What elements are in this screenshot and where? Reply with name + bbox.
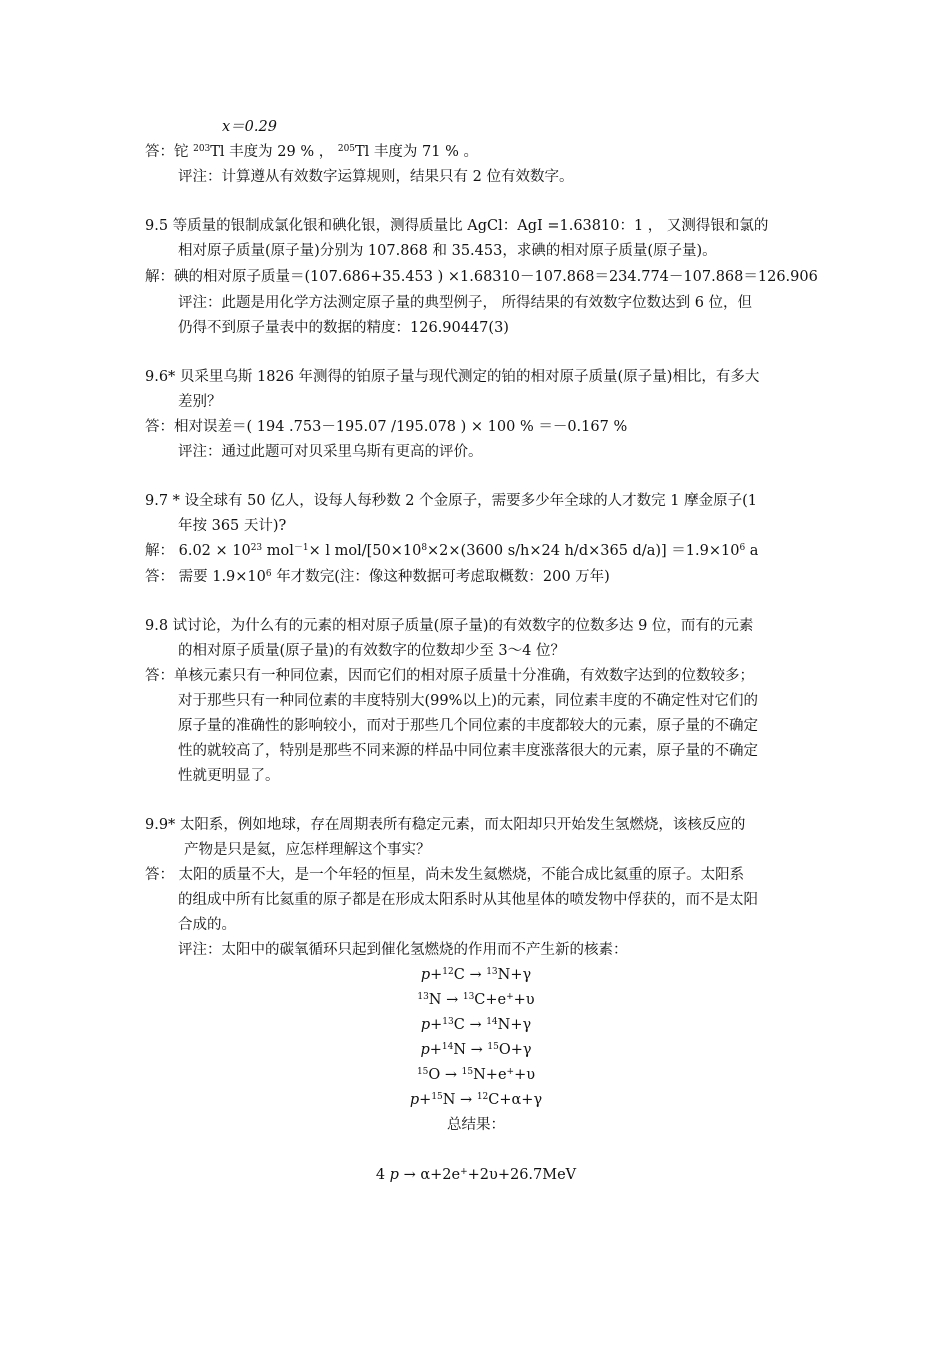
q98-answer4: 性的就较高了，特别是那些不同来源的样品中同位素丰度涨落很大的元素，原子量的不确定: [178, 743, 758, 759]
thallium-answer: 答：铊 $^{203}$Tl 丰度为 29 % ， $^{205}$Tl 丰度为 71 % 。: [145, 144, 478, 160]
q96-answer: 答：相对误差＝( 194 .753－195.07 /195.078 ) × 100 % ＝－0.167 %: [145, 419, 628, 435]
reaction-2: $^{13}$N → $^{13}$C+e++υ: [417, 992, 535, 1008]
q99-answer3: 合成的。: [178, 917, 236, 933]
q99-line2: 产物是只是氦，应怎样理解这个事实？: [184, 842, 431, 858]
reaction-4: p+$^{14}$N → $^{15}$O+γ: [420, 1042, 532, 1058]
thallium-comment: 评注：计算遵从有效数字运算规则，结果只有 2 位有效数字。: [178, 169, 574, 185]
total-reaction: 4 p → α+2e++2υ+26.7MeV: [375, 1167, 577, 1183]
q98-line2: 的相对原子质量(原子量)的有效数字的位数却少至 3～4 位？: [178, 643, 565, 659]
q99-answer1: 答： 太阳的质量不大，是一个年轻的恒星，尚未发生氦燃烧，不能合成比氦重的原子。太阳系: [145, 867, 745, 883]
q97-line2: 年按 365 天计)?: [178, 518, 287, 534]
q96-line1: 9.6* 贝采里乌斯 1826 年测得的铂原子量与现代测定的铂的相对原子质量(原子量)相比，有多大: [145, 369, 760, 385]
q95-solution: 解：碘的相对原子质量＝(107.686+35.453 ) ×1.68310－107.868＝234.774－107.868＝126.906: [145, 269, 818, 285]
q99-comment: 评注：太阳中的碳氧循环只起到催化氢燃烧的作用而不产生新的核素：: [178, 942, 628, 958]
q95-comment1: 评注：此题是用化学方法测定原子量的典型例子， 所得结果的有效数字位数达到 6 位，但: [178, 295, 753, 311]
reaction-6: p+$^{15}$N → $^{12}$C+α+γ: [409, 1092, 543, 1108]
q99-answer2: 的组成中所有比氦重的原子都是在形成太阳系时从其他星体的喷发物中俘获的，而不是太阳: [178, 892, 758, 908]
q95-line2: 相对原子质量(原子量)分别为 107.868 和 35.453，求碘的相对原子质量(原子量)。: [178, 243, 717, 259]
q98-answer2: 对于那些只有一种同位素的丰度特别大(99%以上)的元素，同位素丰度的不确定性对它们的: [178, 693, 759, 709]
q97-line1: 9.7 * 设全球有 50 亿人，设每人每秒数 2 个金原子，需要多少年全球的人才数完 1 摩金原子(1: [145, 493, 757, 509]
q96-line2: 差别？: [178, 394, 222, 410]
x-result: x＝0.29: [222, 119, 277, 135]
q98-answer5: 性就更明显了。: [178, 768, 280, 784]
reaction-3: p+$^{13}$C → $^{14}$N+γ: [420, 1017, 532, 1033]
reaction-5: $^{15}$O → $^{15}$N+e++υ: [416, 1067, 536, 1083]
q97-answer: 答： 需要 $1.9\times 10^6$ 年才数完(注：像这种数据可考虑取概数：200 万年): [145, 569, 610, 585]
total-result-label: 总结果：: [447, 1117, 505, 1133]
q96-comment: 评注：通过此题可对贝采里乌斯有更高的评价。: [178, 444, 483, 460]
q98-line1: 9.8 试讨论，为什么有的元素的相对原子质量(原子量)的有效数字的位数多达 9 位，而有的元素: [145, 618, 754, 634]
q95-comment2: 仍得不到原子量表中的数据的精度：126.90447(3): [178, 320, 509, 336]
q98-answer3: 原子量的准确性的影响较小，而对于那些几个同位素的丰度都较大的元素，原子量的不确定: [178, 718, 758, 734]
q99-line1: 9.9* 太阳系，例如地球，存在周期表所有稳定元素，而太阳却只开始发生氢燃烧，该核反应的: [145, 817, 746, 833]
reaction-1: p+$^{12}$C → $^{13}$N+γ: [420, 967, 532, 983]
q97-solution: 解： $6.02 \times 10^{23}$ mol$^{-1}$× l mol/[$50\times 10^8\times 2\times(3600$ s/h×24 h/d×365 $d/a)] =1.9\times 10^6$ a: [145, 543, 759, 559]
q98-answer1: 答：单核元素只有一种同位素，因而它们的相对原子质量十分准确，有效数字达到的位数较多；: [145, 668, 754, 684]
q95-line1: 9.5 等质量的银制成氯化银和碘化银，测得质量比 AgCl：AgI =1.63810：1 ， 又测得银和氯的: [145, 218, 769, 234]
